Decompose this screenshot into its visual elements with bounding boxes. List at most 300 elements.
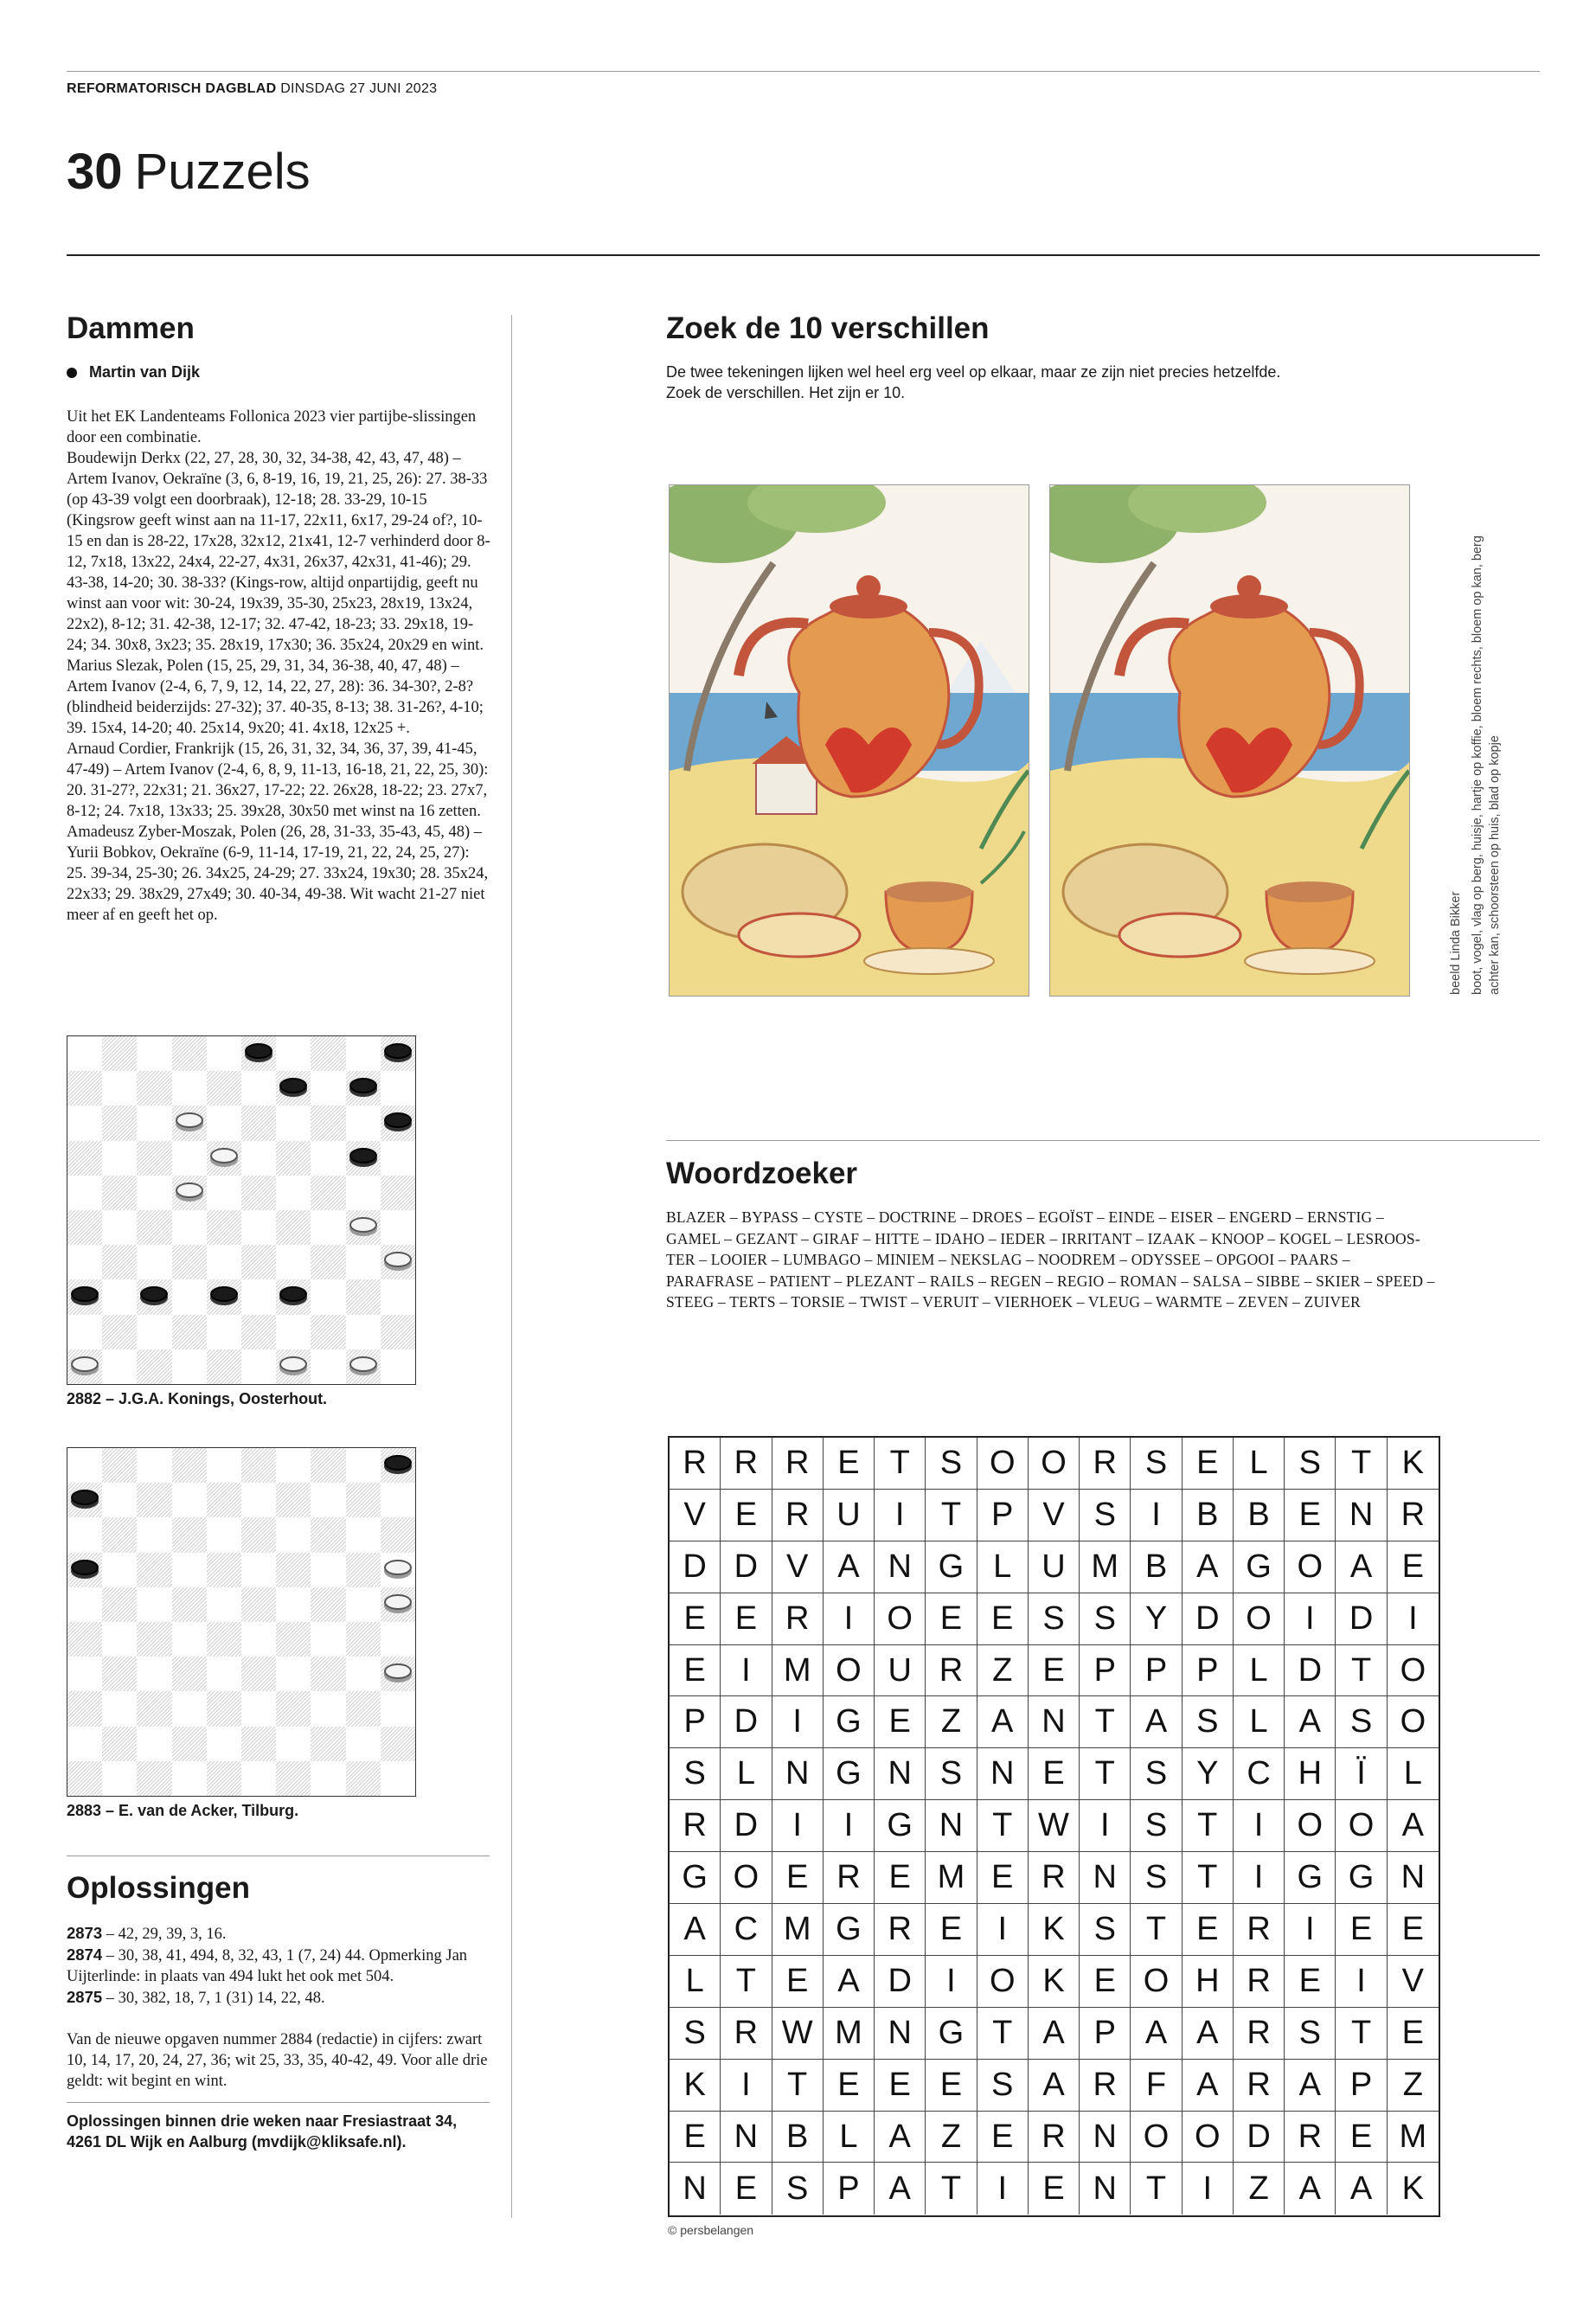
grid-cell[interactable]: T (977, 2008, 1029, 2059)
board-square (102, 1210, 137, 1245)
grid-cell[interactable]: T (1080, 1748, 1131, 1799)
grid-cell[interactable]: Z (1402, 2066, 1423, 2103)
grid-cell[interactable]: S (926, 1438, 977, 1489)
grid-cell[interactable]: R (1029, 1852, 1080, 1903)
grid-cell[interactable]: V (1401, 1962, 1425, 1999)
grid-cell[interactable]: G (926, 1541, 977, 1593)
grid-cell[interactable]: T (1336, 1438, 1387, 1489)
grid-cell[interactable]: A (1285, 2163, 1336, 2214)
grid-cell[interactable]: I (926, 1956, 977, 2007)
board-square (207, 1176, 241, 1210)
woordzoeker-section (666, 1157, 857, 1191)
grid-cell[interactable]: I (1408, 1599, 1418, 1637)
grid-cell[interactable]: Y (1131, 1593, 1182, 1644)
board-square (102, 1036, 137, 1071)
board-square (172, 1761, 207, 1796)
grid-cell[interactable]: E (1285, 1490, 1336, 1541)
grid-cell[interactable]: E (926, 1904, 977, 1955)
grid-cell[interactable]: A (1183, 1541, 1234, 1593)
grid-cell[interactable]: N (1401, 1859, 1426, 1896)
grid-cell[interactable]: N (1080, 2163, 1131, 2214)
board-square (67, 1622, 102, 1657)
board-square (172, 1727, 207, 1761)
board-square (67, 1517, 102, 1552)
grid-cell[interactable]: T (977, 1800, 1029, 1851)
grid-cell[interactable]: F (1131, 2060, 1182, 2111)
grid-row (670, 1956, 1439, 2008)
grid-cell[interactable]: T (772, 2060, 824, 2111)
grid-cell[interactable]: K (1029, 1956, 1080, 2007)
grid-cell[interactable]: K (1401, 1444, 1425, 1481)
grid-cell[interactable]: A (1285, 2060, 1336, 2111)
board-square (241, 1315, 276, 1349)
grid-cell[interactable]: G (1336, 1852, 1387, 1903)
grid-cell[interactable]: E (1029, 1748, 1080, 1799)
black-piece (71, 1560, 99, 1575)
grid-cell[interactable]: N (1080, 2112, 1131, 2163)
grid-cell[interactable]: Y (1183, 1748, 1234, 1799)
grid-cell[interactable]: W (772, 2008, 824, 2059)
grid-cell[interactable]: Ï (1336, 1748, 1387, 1799)
grid-cell[interactable]: T (1183, 1852, 1234, 1903)
grid-cell[interactable]: V (772, 1541, 824, 1593)
board-square (137, 1245, 171, 1279)
grid-cell[interactable]: G (824, 1748, 875, 1799)
black-piece (245, 1043, 272, 1059)
grid-cell[interactable]: O (1400, 1703, 1426, 1740)
grid-cell[interactable]: O (1400, 1651, 1426, 1689)
grid-cell[interactable]: D (875, 1956, 926, 2007)
grid-cell[interactable]: I (1285, 1593, 1336, 1644)
grid-cell[interactable]: E (1080, 1956, 1131, 2007)
board-square (172, 1141, 207, 1176)
board-square (276, 1483, 311, 1517)
grid-cell[interactable]: O (1285, 1800, 1336, 1851)
board-square (102, 1587, 137, 1622)
grid-cell[interactable]: O (977, 1438, 1029, 1489)
grid-cell[interactable]: N (772, 1748, 824, 1799)
board-square (102, 1553, 137, 1587)
grid-cell[interactable]: E (670, 1593, 721, 1644)
board-square (311, 1106, 345, 1140)
grid-cell[interactable]: S (1183, 1696, 1234, 1747)
grid-cell[interactable]: I (875, 1490, 926, 1541)
grid-cell[interactable]: I (1234, 1800, 1285, 1851)
grid-cell[interactable]: O (1234, 1593, 1285, 1644)
grid-cell[interactable]: G (875, 1800, 926, 1851)
grid-cell[interactable]: O (824, 1645, 875, 1696)
grid-cell[interactable]: V (670, 1490, 721, 1541)
grid-cell[interactable]: S (1131, 1438, 1182, 1489)
grid-cell[interactable]: R (1401, 1496, 1426, 1533)
grid-cell[interactable]: T (1336, 1645, 1387, 1696)
grid-cell[interactable]: D (1183, 1593, 1234, 1644)
grid-cell[interactable]: D (721, 1696, 772, 1747)
grid-cell[interactable]: L (1403, 1755, 1422, 1792)
word-search-grid (668, 1436, 1440, 2217)
board-square (207, 1483, 241, 1517)
board-square (241, 1210, 276, 1245)
grid-cell[interactable]: A (1285, 1696, 1336, 1747)
board-square (381, 1141, 415, 1176)
board-square (346, 1448, 381, 1483)
grid-row (670, 2112, 1439, 2163)
grid-cell[interactable]: N (875, 2008, 926, 2059)
grid-cell[interactable]: E (1336, 1904, 1387, 1955)
grid-cell[interactable]: W (1029, 1800, 1080, 1851)
grid-cell[interactable]: S (977, 2060, 1029, 2111)
grid-cell[interactable]: G (1234, 1541, 1285, 1593)
grid-cell[interactable]: N (977, 1748, 1029, 1799)
grid-cell[interactable]: D (670, 1541, 721, 1593)
grid-cell[interactable]: G (670, 1852, 721, 1903)
grid-cell[interactable]: L (824, 2112, 875, 2163)
grid-cell[interactable]: A (670, 1904, 721, 1955)
board-square (102, 1141, 137, 1176)
grid-cell[interactable]: E (926, 1593, 977, 1644)
grid-cell[interactable]: L (1234, 1438, 1285, 1489)
grid-cell[interactable]: B (772, 2112, 824, 2163)
word-list-line: STEEG – TERTS – TORSIE – TWIST – VERUIT – VIERHOEK – VLEUG – WARMTE – ZEVEN – ZUIVER (666, 1293, 1361, 1311)
white-piece (384, 1663, 412, 1679)
grid-cell[interactable]: M (772, 1904, 824, 1955)
grid-cell[interactable]: E (721, 1593, 772, 1644)
grid-cell[interactable]: P (1131, 1645, 1182, 1696)
grid-cell[interactable]: S (772, 2163, 824, 2214)
board-square (241, 1691, 276, 1726)
board-square (276, 1622, 311, 1657)
grid-cell[interactable]: O (1336, 1800, 1387, 1851)
grid-cell[interactable]: O (1183, 2112, 1234, 2163)
grid-cell[interactable]: R (670, 1800, 721, 1851)
grid-cell[interactable]: I (824, 1593, 875, 1644)
grid-cell[interactable]: E (1029, 2163, 1080, 2214)
grid-cell[interactable]: P (1080, 2008, 1131, 2059)
grid-cell[interactable]: K (1029, 1904, 1080, 1955)
grid-cell[interactable]: R (1234, 2060, 1285, 2111)
grid-cell[interactable]: L (977, 1541, 1029, 1593)
dammen-title: Dammen (67, 311, 195, 345)
board-square (241, 1071, 276, 1106)
board-square (137, 1036, 171, 1071)
grid-cell[interactable]: R (1234, 1904, 1285, 1955)
grid-cell[interactable]: L (1234, 1696, 1285, 1747)
grid-cell[interactable]: E (824, 2060, 875, 2111)
grid-cell[interactable]: K (1401, 2170, 1425, 2207)
grid-cell[interactable]: A (1131, 2008, 1182, 2059)
grid-cell[interactable]: E (721, 1490, 772, 1541)
dammen-section (67, 311, 195, 346)
grid-cell[interactable]: P (824, 2163, 875, 2214)
black-piece (349, 1148, 377, 1163)
grid-cell[interactable]: O (1285, 1541, 1336, 1593)
grid-cell[interactable]: E (1401, 2014, 1425, 2051)
board-square (311, 1483, 345, 1517)
grid-cell[interactable]: E (1401, 1910, 1425, 1947)
grid-cell[interactable]: A (1131, 1696, 1182, 1747)
grid-cell[interactable]: A (824, 1541, 875, 1593)
dammen-paragraph: Arnaud Cordier, Frankrijk (15, 26, 31, 32, 34, 36, 37, 39, 41-45, 47-49) – Artem Ivanov (2-4, 6, 8, 9, 11-13, 16-18, 21, 22, 25, 30): 20. 31-27?, 22x31; 21. 36x27, 17-22; 22. 26x28, 18-22; 23. 27x7, 8-12; 24. 7x18, 13x33; 25. 39x28, 30x50 met winst na 16 zetten. (67, 740, 489, 820)
grid-cell[interactable]: I (1080, 1800, 1131, 1851)
board-square (241, 1349, 276, 1384)
grid-cell[interactable]: M (1080, 1541, 1131, 1593)
board-square (311, 1176, 345, 1210)
board-square (346, 1657, 381, 1691)
page-title (67, 143, 311, 201)
grid-cell[interactable]: I (1336, 1956, 1387, 2007)
grid-cell[interactable]: E (772, 1956, 824, 2007)
grid-cell[interactable]: P (1336, 2060, 1387, 2111)
grid-cell[interactable]: S (1029, 1593, 1080, 1644)
grid-cell[interactable]: O (875, 1593, 926, 1644)
grid-cell[interactable]: T (1080, 1696, 1131, 1747)
grid-cell[interactable]: R (1234, 1956, 1285, 2007)
grid-cell[interactable]: R (721, 2008, 772, 2059)
board-square (381, 1176, 415, 1210)
woordzoeker-rule (666, 1140, 1540, 1141)
grid-cell[interactable]: T (926, 1490, 977, 1541)
grid-cell[interactable]: R (1234, 2008, 1285, 2059)
grid-cell[interactable]: A (1336, 1541, 1387, 1593)
board-square (241, 1553, 276, 1587)
title-rule (67, 254, 1540, 256)
grid-cell[interactable]: B (1234, 1490, 1285, 1541)
board-square (346, 1727, 381, 1761)
grid-cell[interactable]: M (926, 1852, 977, 1903)
grid-cell[interactable]: H (1183, 1956, 1234, 2007)
grid-cell[interactable]: Z (977, 1645, 1029, 1696)
grid-cell[interactable]: N (670, 2163, 721, 2214)
grid-cell[interactable]: R (824, 1852, 875, 1903)
board-square (102, 1349, 137, 1384)
board-square (207, 1448, 241, 1483)
board-square (276, 1141, 311, 1176)
board-square (381, 1279, 415, 1314)
grid-cell[interactable]: N (1029, 1696, 1080, 1747)
grid-cell[interactable]: R (1285, 2112, 1336, 2163)
grid-cell[interactable]: A (1183, 2008, 1234, 2059)
grid-cell[interactable]: L (721, 1748, 772, 1799)
grid-cell[interactable]: V (1029, 1490, 1080, 1541)
grid-cell[interactable]: O (721, 1852, 772, 1903)
grid-cell[interactable]: N (875, 1748, 926, 1799)
grid-cell[interactable]: I (772, 1800, 824, 1851)
grid-cell[interactable]: U (824, 1490, 875, 1541)
board-square (276, 1517, 311, 1552)
grid-cell[interactable]: A (824, 1956, 875, 2007)
grid-cell[interactable]: Z (926, 1696, 977, 1747)
grid-cell[interactable]: S (670, 2008, 721, 2059)
grid-cell[interactable]: A (1029, 2060, 1080, 2111)
grid-cell[interactable]: E (977, 2112, 1029, 2163)
grid-cell[interactable]: E (875, 1852, 926, 1903)
grid-cell[interactable]: E (824, 1438, 875, 1489)
board-square (311, 1727, 345, 1761)
grid-cell[interactable]: R (721, 1438, 772, 1489)
grid-cell[interactable]: D (1285, 1645, 1336, 1696)
grid-cell[interactable]: A (1401, 1807, 1425, 1844)
grid-cell[interactable]: S (1131, 1852, 1182, 1903)
grid-cell[interactable]: T (1183, 1800, 1234, 1851)
grid-cell[interactable]: A (1183, 2060, 1234, 2111)
grid-cell[interactable]: E (977, 1852, 1029, 1903)
board-square (241, 1517, 276, 1552)
grid-cell[interactable]: P (977, 1490, 1029, 1541)
grid-cell[interactable]: M (1399, 2118, 1427, 2155)
grid-cell[interactable]: E (977, 1593, 1029, 1644)
grid-cell[interactable]: T (721, 1956, 772, 2007)
grid-cell[interactable]: P (670, 1696, 721, 1747)
board-square (172, 1553, 207, 1587)
grid-cell[interactable]: E (772, 1852, 824, 1903)
grid-cell[interactable]: L (670, 1956, 721, 2007)
grid-cell[interactable]: T (1131, 2163, 1182, 2214)
grid-cell[interactable]: S (1336, 1696, 1387, 1747)
grid-cell[interactable]: E (875, 2060, 926, 2111)
grid-cell[interactable]: D (1234, 2112, 1285, 2163)
grid-cell[interactable]: A (875, 2112, 926, 2163)
grid-cell[interactable]: I (977, 1904, 1029, 1955)
grid-cell[interactable]: N (875, 1541, 926, 1593)
grid-cell[interactable]: U (875, 1645, 926, 1696)
grid-cell[interactable]: D (1336, 1593, 1387, 1644)
board-square (276, 1106, 311, 1140)
grid-row (670, 1645, 1439, 1697)
grid-cell[interactable]: B (1131, 1541, 1182, 1593)
grid-cell[interactable]: E (670, 2112, 721, 2163)
grid-cell[interactable]: Z (1234, 2163, 1285, 2214)
grid-cell[interactable]: I (977, 2163, 1029, 2214)
grid-cell[interactable]: I (721, 2060, 772, 2111)
board-square (381, 1349, 415, 1384)
solution-text: – 30, 38, 41, 494, 8, 32, 43, 1 (7, 24) 44. Opmerking Jan Uijterlinde: in plaats van 494 lukt het ook met 504. (67, 1947, 468, 1985)
grid-cell[interactable]: O (977, 1956, 1029, 2007)
grid-cell[interactable]: P (1183, 1645, 1234, 1696)
grid-cell[interactable]: I (721, 1645, 772, 1696)
grid-cell[interactable]: L (1234, 1645, 1285, 1696)
grid-cell[interactable]: Z (926, 2112, 977, 2163)
grid-cell[interactable]: A (875, 2163, 926, 2214)
grid-cell[interactable]: S (1131, 1748, 1182, 1799)
grid-cell[interactable]: G (824, 1696, 875, 1747)
grid-row (670, 2163, 1439, 2214)
grid-cell[interactable]: E (1285, 1956, 1336, 2007)
grid-cell[interactable]: N (1080, 1852, 1131, 1903)
board-square (172, 1691, 207, 1726)
grid-cell[interactable]: R (1029, 2112, 1080, 2163)
grid-cell[interactable]: E (1183, 1438, 1234, 1489)
black-piece (384, 1455, 412, 1471)
grid-cell[interactable]: R (926, 1645, 977, 1696)
grid-cell[interactable]: S (1285, 2008, 1336, 2059)
grid-cell[interactable]: M (772, 1645, 824, 1696)
grid-cell[interactable]: D (721, 1541, 772, 1593)
grid-cell[interactable]: G (926, 2008, 977, 2059)
white-piece (349, 1217, 377, 1233)
grid-cell[interactable]: T (926, 2163, 977, 2214)
grid-cell[interactable]: I (824, 1800, 875, 1851)
board-square (207, 1349, 241, 1384)
grid-cell[interactable]: R (670, 1438, 721, 1489)
board-square (172, 1483, 207, 1517)
grid-cell[interactable]: S (1131, 1800, 1182, 1851)
board-square (346, 1553, 381, 1587)
board-square (67, 1761, 102, 1796)
issue-date: DINSDAG 27 JUNI 2023 (280, 81, 438, 96)
grid-cell[interactable]: E (1029, 1645, 1080, 1696)
grid-cell[interactable]: A (1029, 2008, 1080, 2059)
grid-cell[interactable]: O (1029, 1438, 1080, 1489)
grid-cell[interactable]: N (926, 1800, 977, 1851)
word-list-line: TER – LOOIER – LUMBAGO – MINIEM – NEKSLAG – NOODREM – ODYSSEE – OPGOOI – PAARS – (666, 1251, 1350, 1268)
grid-cell[interactable]: E (1183, 1904, 1234, 1955)
board-square (311, 1622, 345, 1657)
grid-cell[interactable]: I (1131, 1490, 1182, 1541)
grid-cell[interactable]: U (1029, 1541, 1080, 1593)
grid-cell[interactable]: I (1285, 1904, 1336, 1955)
solution-text: – 42, 29, 39, 3, 16. (102, 1926, 227, 1943)
grid-cell[interactable]: E (721, 2163, 772, 2214)
grid-cell[interactable]: K (670, 2060, 721, 2111)
grid-cell[interactable]: T (1131, 1904, 1182, 1955)
grid-cell[interactable]: R (772, 1593, 824, 1644)
grid-cell[interactable]: G (824, 1904, 875, 1955)
grid-cell[interactable]: N (721, 2112, 772, 2163)
grid-cell[interactable]: S (1080, 1904, 1131, 1955)
illustration-credit: beeld Linda Bikker (1449, 891, 1463, 995)
grid-cell[interactable]: R (772, 1490, 824, 1541)
grid-cell[interactable]: E (1336, 2112, 1387, 2163)
grid-cell[interactable]: R (1080, 2060, 1131, 2111)
grid-cell[interactable]: E (926, 2060, 977, 2111)
grid-row (670, 2008, 1439, 2060)
grid-cell[interactable]: S (926, 1748, 977, 1799)
board-square (276, 1553, 311, 1587)
grid-cell[interactable]: S (1285, 1438, 1336, 1489)
grid-cell[interactable]: S (670, 1748, 721, 1799)
grid-cell[interactable]: D (721, 1800, 772, 1851)
grid-cell[interactable]: E (670, 1645, 721, 1696)
grid-cell[interactable]: S (1080, 1490, 1131, 1541)
grid-cell[interactable]: H (1285, 1748, 1336, 1799)
grid-cell[interactable]: O (1131, 2112, 1182, 2163)
grid-cell[interactable]: C (721, 1904, 772, 1955)
grid-cell[interactable]: R (1080, 1438, 1131, 1489)
grid-cell[interactable]: I (772, 1696, 824, 1747)
grid-cell[interactable]: O (1131, 1956, 1182, 2007)
grid-cell[interactable]: E (875, 1696, 926, 1747)
grid-cell[interactable]: A (977, 1696, 1029, 1747)
grid-cell[interactable]: E (1401, 1548, 1425, 1585)
grid-cell[interactable]: T (1336, 2008, 1387, 2059)
grid-cell[interactable]: R (772, 1438, 824, 1489)
grid-cell[interactable]: S (1080, 1593, 1131, 1644)
grid-cell[interactable]: M (824, 2008, 875, 2059)
board-square (172, 1315, 207, 1349)
grid-cell[interactable]: C (1234, 1748, 1285, 1799)
board-square (346, 1106, 381, 1140)
grid-cell[interactable]: B (1183, 1490, 1234, 1541)
grid-cell[interactable]: A (1336, 2163, 1387, 2214)
grid-cell[interactable]: R (875, 1904, 926, 1955)
board-square (67, 1587, 102, 1622)
grid-cell[interactable]: I (1234, 1852, 1285, 1903)
grid-cell[interactable]: T (875, 1438, 926, 1489)
grid-cell[interactable]: P (1080, 1645, 1131, 1696)
grid-cell[interactable]: I (1183, 2163, 1234, 2214)
grid-cell[interactable]: G (1285, 1852, 1336, 1903)
grid-cell[interactable]: N (1336, 1490, 1387, 1541)
